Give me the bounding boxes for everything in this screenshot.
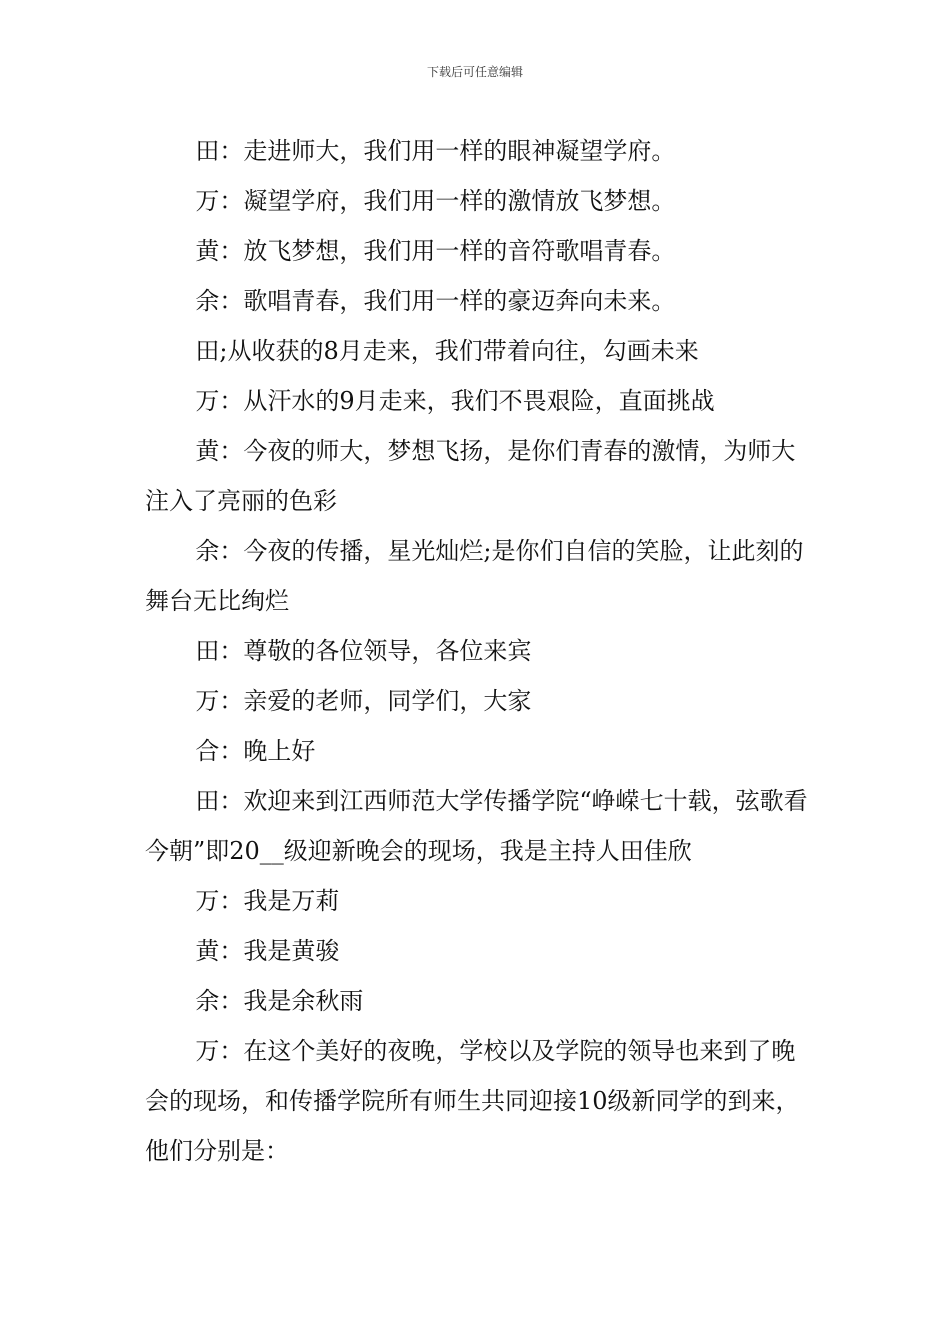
script-line: 余：我是余秋雨 [195,987,364,1015]
script-line: 田：走进师大，我们用一样的眼神凝望学府。 [195,137,676,165]
script-line: 田：欢迎来到江西师范大学传播学院“峥嵘七十载，弦歌看今朝”即20__级迎新晚会的现场，我是主持人田佳欣 [145,787,808,865]
script-body [145,126,813,1176]
script-line: 万：凝望学府，我们用一样的激情放飞梦想。 [195,187,676,215]
script-line: 黄：放飞梦想，我们用一样的音符歌唱青春。 [195,237,676,265]
script-line: 万：从汗水的9月走来，我们不畏艰险，直面挑战 [195,387,715,415]
script-line: 万：我是万莉 [195,887,340,915]
script-line: 黄：我是黄骏 [195,937,340,965]
script-line: 万：亲爱的老师，同学们，大家 [195,687,532,715]
script-line: 黄：今夜的师大，梦想飞扬，是你们青春的激情，为师大注入了亮丽的色彩 [145,437,796,515]
header-note: 下载后可任意编辑 [426,65,523,79]
script-line: 余：歌唱青春，我们用一样的豪迈奔向未来。 [195,287,676,315]
script-line: 田：尊敬的各位领导，各位来宾 [195,637,532,665]
script-line: 合：晚上好 [195,737,316,765]
script-line: 田;从收获的8月走来，我们带着向往，勾画未来 [195,337,699,365]
script-line: 万：在这个美好的夜晚，学校以及学院的领导也来到了晚会的现场，和传播学院所有师生共同迎接10级新同学的到来，他们分别是： [145,1037,800,1165]
script-line: 余：今夜的传播，星光灿烂;是你们自信的笑脸，让此刻的舞台无比绚烂 [145,537,804,615]
